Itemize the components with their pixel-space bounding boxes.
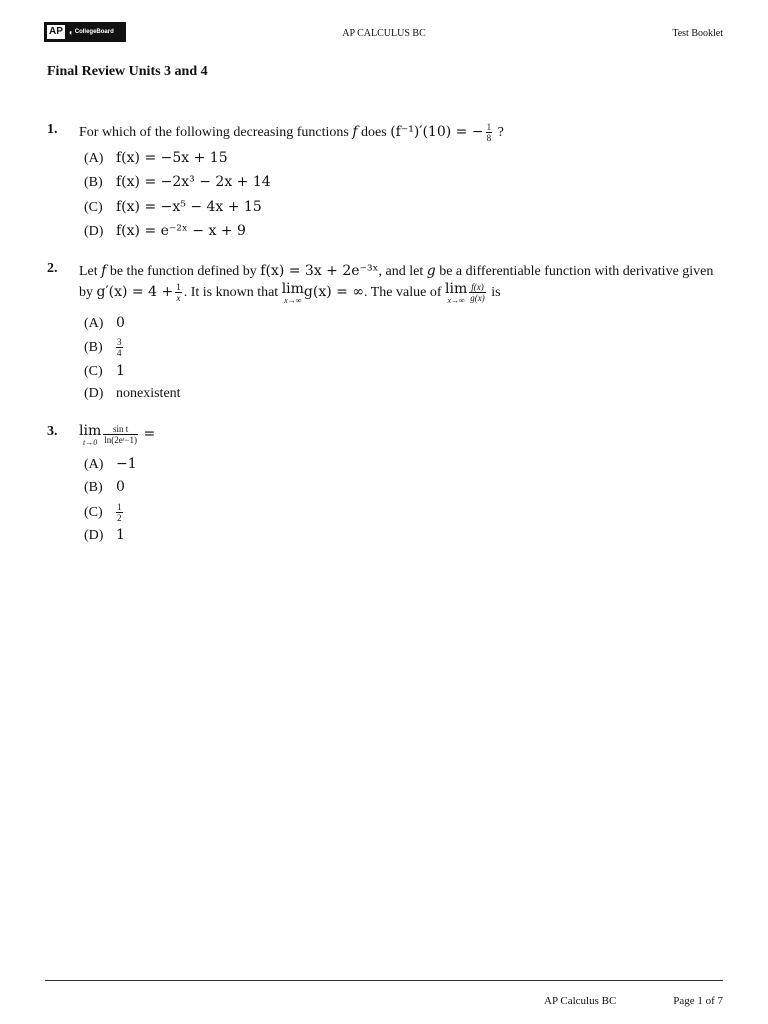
fraction: $\frac{\text{sin t}}{\text{ln(2eᵗ−1)}}$ [104,424,138,446]
answer-option-d[interactable]: (D) 1 [84,527,125,543]
collegeboard-acorn-icon: ◐ [68,27,74,37]
question-stem: For which of the following decreasing functions f does (f⁻¹)′(10) = − $\frac{1}{8}$ ? [79,122,504,144]
answer-option-b[interactable]: (B) $\frac{3}{4}$ [84,337,122,358]
fraction: $\frac{f(x)}{g(x)}$ [470,282,485,304]
header-booklet-label: Test Booklet [672,28,723,39]
question-stem: lim t→0 $\frac{\text{sin t}}{\text{ln(2eᵗ−1)}}$ = [79,423,156,447]
question-number: 2. [47,261,58,276]
limit-expression: lim t→0 [79,423,102,447]
question-number: 1. [47,122,58,137]
answer-option-c[interactable]: (C) f(x) = −x⁵ − 4x + 15 [84,199,262,215]
ap-logo-mark: AP [49,26,63,37]
fraction: $\frac{3}{4}$ [117,337,122,358]
answer-option-a[interactable]: (A) −1 [84,456,137,472]
answer-option-d[interactable]: (D) f(x) = e⁻²ˣ − x + 9 [84,223,246,239]
collegeboard-wordmark: CollegeBoard [74,29,114,35]
page-title: Final Review Units 3 and 4 [47,64,208,79]
limit-expression: lim x→∞ [281,281,304,305]
footer-page-number: Page 1 of 7 [673,995,723,1007]
footer-divider [45,980,723,981]
fraction: $\frac{1}{8}$ [486,122,492,144]
question-number: 3. [47,424,58,439]
header-course-title: AP CALCULUS BC [342,28,426,39]
answer-option-b[interactable]: (B) f(x) = −2x³ − 2x + 14 [84,174,271,190]
fraction: $\frac{1}{2}$ [117,502,122,523]
stem-expression: (f⁻¹)′(10) = − [390,124,484,140]
answer-option-c[interactable]: (C) $\frac{1}{2}$ [84,502,122,523]
answer-option-a[interactable]: (A) 0 [84,315,125,331]
fraction: $\frac{1}{x}$ [176,282,181,304]
question-stem: Let f be the function defined by f(x) = 3x + 2e⁻³ˣ, and let g be a differentiable function with derivative given by g′(x) = 4 + $\frac{1}{x}$ . It is known that lim x→∞ g(x) = ∞. The value of lim x→∞ $\frac{f(x)}{g(x)}$ is [79,263,714,305]
answer-option-a[interactable]: (A) f(x) = −5x + 15 [84,150,228,166]
answer-option-c[interactable]: (C) 1 [84,363,125,379]
limit-expression: lim x→∞ [445,281,468,305]
footer-course-name: AP Calculus BC [544,995,617,1007]
answer-option-b[interactable]: (B) 0 [84,479,125,495]
answer-option-d[interactable]: (D) nonexistent [84,386,181,401]
